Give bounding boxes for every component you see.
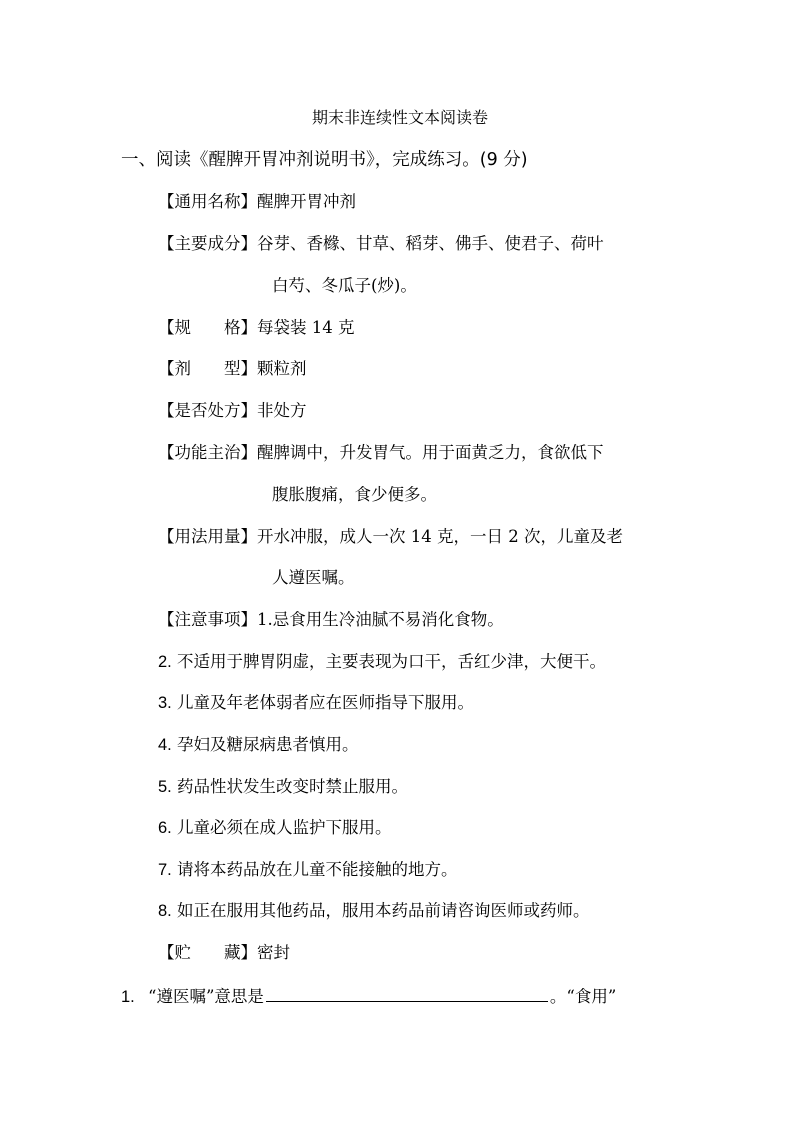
- note-text: 儿童必须在成人监护下服用。: [177, 818, 392, 837]
- note-item-4: [158, 734, 359, 756]
- note-number: 3.: [158, 694, 172, 712]
- page-title: 期末非连续性文本阅读卷: [312, 108, 489, 127]
- note-item-8: [158, 900, 590, 922]
- spec-ingredients-line2: 白芍、冬瓜子(炒)。: [272, 276, 417, 295]
- spec-form: 【剂 型】颗粒剂: [158, 359, 307, 378]
- spec-usage-line2: 人遵医嘱。: [272, 568, 355, 587]
- note-number: 8.: [158, 902, 172, 920]
- note-number: 2.: [158, 653, 172, 671]
- note-item-6: [158, 817, 392, 839]
- spec-generic-name: 【通用名称】醒脾开胃冲剂: [158, 192, 356, 211]
- note-number: 4.: [158, 736, 172, 754]
- spec-function-line1: 【功能主治】醒脾调中，升发胃气。用于面黄乏力，食欲低下: [158, 443, 604, 462]
- note-item-2: [158, 651, 606, 673]
- note-number: 6.: [158, 819, 172, 837]
- note-text: 药品性状发生改变时禁止服用。: [177, 777, 409, 796]
- question-text-after: 。“食用”: [549, 987, 617, 1006]
- section-heading: 一、阅读《醒脾开胃冲剂说明书》，完成练习。(9 分): [121, 150, 528, 170]
- spec-notes-head: 【注意事项】1.忌食用生冷油腻不易消化食物。: [158, 610, 504, 629]
- question-text-before: “遵医嘱”意思是: [148, 987, 264, 1006]
- note-number: 7.: [158, 861, 172, 879]
- spec-function-line2: 腹胀腹痛，食少便多。: [272, 485, 437, 504]
- spec-ingredients-line1: 【主要成分】谷芽、香橼、甘草、稻芽、佛手、使君子、荷叶: [158, 234, 604, 253]
- note-text: 孕妇及糖尿病患者慎用。: [177, 735, 359, 754]
- spec-size: 【规 格】每袋装 14 克: [158, 318, 355, 337]
- note-text: 儿童及年老体弱者应在医师指导下服用。: [177, 693, 475, 712]
- question-1: [121, 983, 616, 1008]
- spec-prescription: 【是否处方】非处方: [158, 401, 307, 420]
- note-item-5: [158, 776, 408, 798]
- note-text: 请将本药品放在儿童不能接触的地方。: [177, 860, 458, 879]
- note-item-7: [158, 859, 458, 881]
- question-number: 1.: [121, 988, 135, 1006]
- note-text: 如正在服用其他药品，服用本药品前请咨询医师或药师。: [177, 901, 590, 920]
- note-number: 5.: [158, 778, 172, 796]
- note-text: 不适用于脾胃阴虚，主要表现为口干，舌红少津，大便干。: [177, 652, 607, 671]
- answer-blank[interactable]: [266, 983, 548, 1002]
- note-item-3: [158, 692, 474, 714]
- spec-storage: 【贮 藏】密封: [158, 943, 290, 962]
- spec-usage-line1: 【用法用量】开水冲服，成人一次 14 克，一日 2 次，儿童及老: [158, 527, 623, 546]
